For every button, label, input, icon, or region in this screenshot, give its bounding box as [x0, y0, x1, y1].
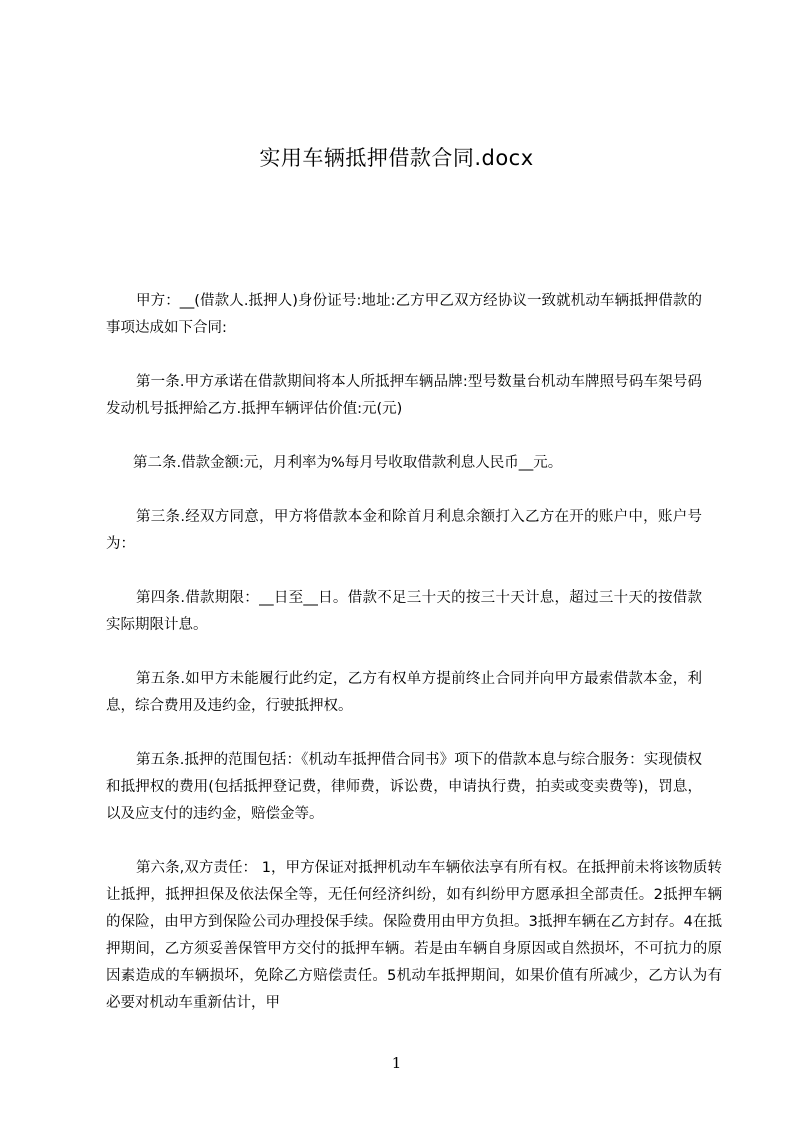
page-number: 1	[391, 1054, 402, 1072]
paragraph-preamble: 甲方：__(借款人.抵押人)身份证号:地址:乙方甲乙双方经协议一致就机动车辆抵押借款的事项达成如下合同:	[106, 293, 702, 336]
document-title: 实用车辆抵押借款合同.docx	[259, 146, 534, 170]
paragraph-article-5a: 第五条.如甲方未能履行此约定，乙方有权单方提前终止合同并向甲方最索借款本金，利息，综合费用及违约金，行驶抵押权。	[106, 671, 702, 714]
paragraph-article-6: 第六条,双方责任： 1，甲方保证对抵押机动车车辆依法享有所有权。在抵押前未将该物质转让抵押，抵押担保及依法保全等，无任何经济纠纷，如有纠纷甲方愿承担全部责任。2抵押车辆的保险，由甲方到保险公司办理投保手续。保险费用由甲方负担。3抵押车辆在乙方封存。4在抵押期间，乙方须妥善保管甲方交付的抵押车辆。若是由车辆自身原因或自然损坏，不可抗力的原因素造成的车辆损坏，免除乙方赔偿责任。5机动车抵押期间，如果价值有所减少，乙方认为有必要对机动车重新估计，甲	[106, 860, 722, 1011]
paragraph-article-4: 第四条.借款期限：__日至__日。借款不足三十天的按三十天计息，超过三十天的按借款实际期限计息。	[106, 590, 702, 633]
document-body	[106, 288, 722, 1017]
paragraph-article-5b: 第五条.抵押的范围包括：《机动车抵押借合同书》项下的借款本息与综合服务：实现债权和抵押权的费用(包括抵押登记费，律师费，诉讼费，申请执行费，拍卖或变卖费等)，罚息，以及应支付的违约金，赔偿金等。	[106, 752, 702, 822]
paragraph-article-3: 第三条.经双方同意，甲方将借款本金和除首月利息余额打入乙方在开的账户中，账户号为：	[106, 509, 702, 552]
paragraph-article-1: 第一条.甲方承诺在借款期间将本人所抵押车辆品牌:型号数量台机动车牌照号码车架号码发动机号抵押給乙方.抵押车辆评估价值:元(元)	[106, 374, 702, 417]
paragraph-article-2: 第二条.借款金额:元，月利率为%每月号收取借款利息人民币__元。	[133, 455, 563, 471]
